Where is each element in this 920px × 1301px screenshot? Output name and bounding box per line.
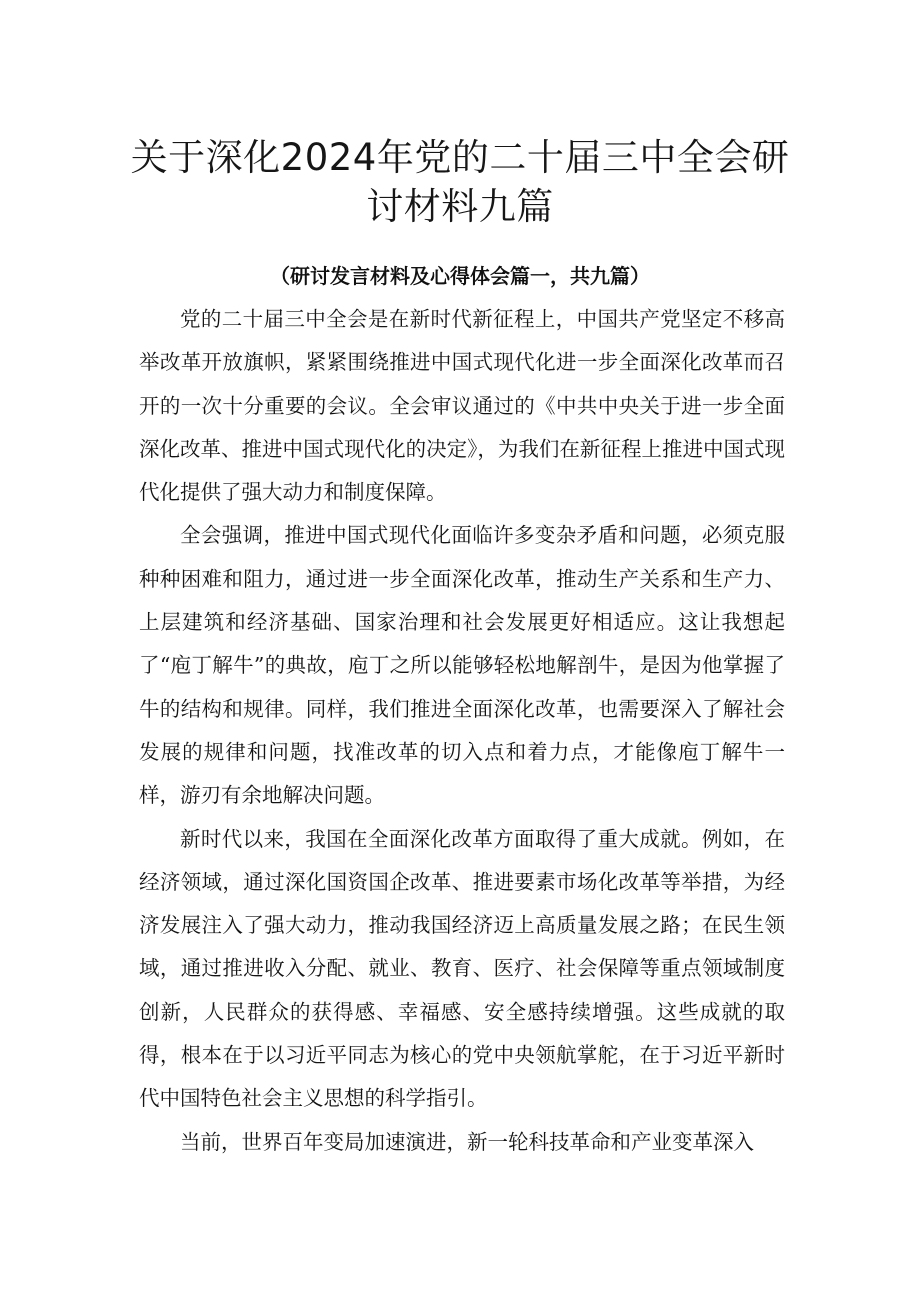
document-body (139, 298, 785, 1164)
document-title: 关于深化2024年党的二十届三中全会研讨材料九篇 (130, 135, 790, 228)
body-paragraph: 当前，世界百年变局加速演进，新一轮科技革命和产业变革深入 (180, 1129, 754, 1154)
body-paragraph: 全会强调，推进中国式现代化面临许多变杂矛盾和问题，必须克服种种困难和阻力，通过进一步全面深化改革，推动生产关系和生产力、上层建筑和经济基础、国家治理和社会发展更好相适应。这让我想起了“庖丁解牛”的典故，庖丁之所以能够轻松地解剖牛，是因为他掌握了牛的结构和规律。同样，我们推进全面深化改革，也需要深入了解社会发展的规律和问题，找准改革的切入点和着力点，才能像庖丁解牛一样，游刃有余地解决问题。 (139, 523, 785, 808)
document-subtitle: （研讨发言材料及心得体会篇一，共九篇） (270, 264, 650, 288)
body-paragraph: 党的二十届三中全会是在新时代新征程上，中国共产党坚定不移高举改革开放旗帜，紧紧围绕推进中国式现代化进一步全面深化改革而召开的一次十分重要的会议。全会审议通过的《中共中央关于进一步全面深化改革、推进中国式现代化的决定》，为我们在新征程上推进中国式现代化提供了强大动力和制度保障。 (139, 307, 785, 505)
body-paragraph: 新时代以来，我国在全面深化改革方面取得了重大成就。例如，在经济领域，通过深化国资国企改革、推进要素市场化改革等举措，为经济发展注入了强大动力，推动我国经济迈上高质量发展之路；在民生领域，通过推进收入分配、就业、教育、医疗、社会保障等重点领域制度创新，人民群众的获得感、幸福感、安全感持续增强。这些成就的取得，根本在于以习近平同志为核心的党中央领航掌舵，在于习近平新时代中国特色社会主义思想的科学指引。 (139, 826, 785, 1111)
